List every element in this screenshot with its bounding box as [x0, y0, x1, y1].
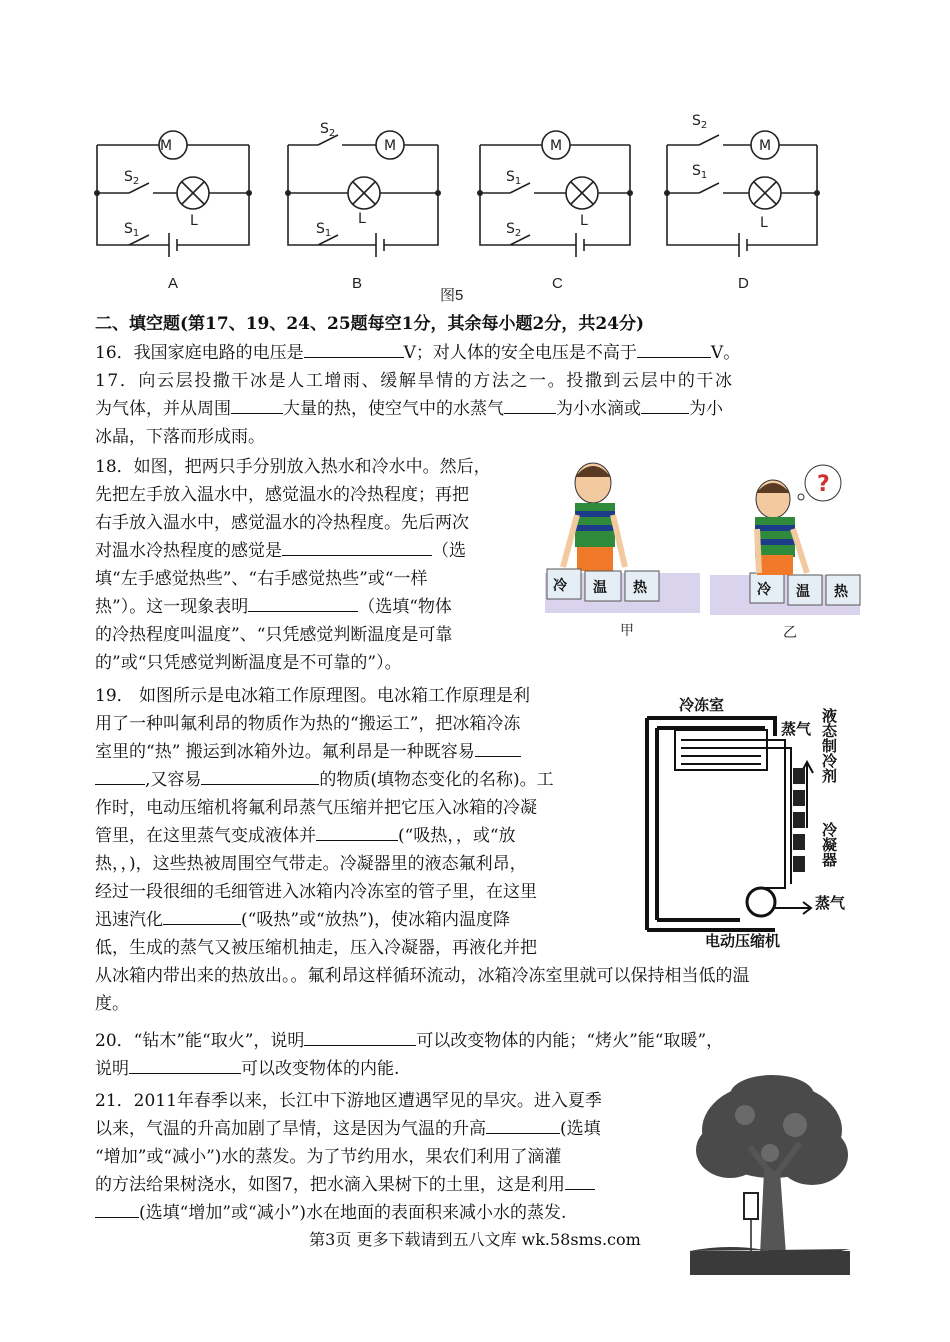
switch-s2-a: $S_2$ [124, 169, 140, 187]
q19-line-7: 热，，)，这些热被周围空气带走。冷凝器里的液态氟利昂， [95, 854, 527, 874]
fridge-label-compressor: 电动压缩机 [705, 932, 781, 950]
circuit-d [667, 131, 817, 257]
q18-blank-1[interactable] [282, 537, 432, 556]
motor-label-c: M [549, 138, 563, 154]
switch-s2-d: $S_2$ [692, 113, 708, 131]
q18-line-7: 的冷热程度叫温度”、“只凭感觉判断温度是可靠 [95, 625, 453, 645]
q18-cold-yi: 冷 [757, 582, 771, 598]
q19-line-3 [95, 738, 620, 766]
q19-line-2: 用了一种叫氟利昂的物质作为热的“搬运工”，把冰箱冷冻 [95, 714, 521, 734]
q17-line-2 [95, 395, 865, 423]
section-2-title: 二、填空题(第17、19、24、25题每空1分，其余每小题2分，共24分) [95, 314, 645, 334]
circuit-label-c: C [552, 275, 563, 292]
q17-line-1: 17．向云层投撒干冰是人工增雨、缓解旱情的方法之一。投撒到云层中的干冰 [95, 371, 734, 391]
q17-text-2: 大量的热，使空气中的水蒸气 [283, 399, 504, 419]
q19-blank-1b[interactable] [95, 766, 145, 785]
q19-text-5: (“吸热，，或“放 [398, 826, 516, 846]
fridge-label-liquid: 液态制冷剂 [820, 708, 838, 783]
q17-text-1: 为气体，并从周围 [95, 399, 231, 419]
q17-blank-3[interactable] [641, 395, 689, 414]
q17-text-3: 为小水滴或 [556, 399, 641, 419]
q18-text-2: （选 [432, 541, 466, 561]
motor-label-d: M [758, 138, 772, 154]
q21-line-1: 21．2011年春季以来，长江中下游地区遭遇罕见的旱灾。进入夏季 [95, 1091, 602, 1111]
q16-blank-1[interactable] [304, 339, 404, 358]
q18-text-1: 对温水冷热程度的感觉是 [95, 541, 282, 561]
figure-5-caption: 图5 [440, 287, 464, 304]
q18-line-5: 填“左手感觉热些”、“右手感觉热些”或“一样 [95, 569, 428, 589]
q20-line-1 [95, 1027, 865, 1055]
q18-question-mark: ? [817, 472, 830, 497]
q19-text-2: ,又容易 [145, 770, 202, 790]
motor-label-b: M [383, 138, 397, 154]
q21-line-3: “增加”或“减小”)水的蒸发。为了节约用水，果农们利用了滴灌 [95, 1147, 562, 1167]
q18-hot-jia: 热 [633, 580, 647, 596]
q20-text-3: 说明 [95, 1059, 129, 1079]
q19-text-6: 迅速汽化 [95, 910, 163, 930]
q19-line-6 [95, 822, 620, 850]
q18-line-4 [95, 537, 555, 565]
switch-s2-c: $S_2$ [506, 221, 522, 239]
q17-blank-1[interactable] [231, 395, 283, 414]
q18-line-3: 右手放入温水中，感觉温水的冷热程度。先后两次 [95, 513, 469, 533]
switch-s1-b: $S_1$ [316, 221, 332, 239]
q21-blank-2a[interactable] [565, 1171, 595, 1190]
q19-line-4 [95, 766, 620, 794]
q19-line-9 [95, 906, 620, 934]
fridge-label-steam-bottom: 蒸气 [815, 894, 846, 912]
circuit-label-d: D [738, 275, 749, 292]
q20-text-2: 可以改变物体的内能；“烤火”能“取暖”， [416, 1031, 724, 1051]
fridge-illustration [635, 688, 860, 950]
q18-caption-jia: 甲 [620, 623, 634, 639]
q19-line-10: 低，生成的蒸气又被压缩机抽走，压入冷凝器，再液化并把 [95, 938, 537, 958]
page-footer: 第3页 更多下载请到五八文库 wk.58sms.com [309, 1230, 641, 1249]
q16-blank-2[interactable] [637, 339, 711, 358]
switch-s2-b: $S_2$ [320, 121, 336, 139]
q18-line-2: 先把左手放入温水中，感觉温水的冷热程度；再把 [95, 485, 469, 505]
lamp-label-a: L [190, 213, 198, 229]
q20-text-4: 可以改变物体的内能. [241, 1059, 400, 1079]
q19-line-1: 19． 如图所示是电冰箱工作原理图。电冰箱工作原理是利 [95, 686, 531, 706]
q21-line-4 [95, 1171, 675, 1199]
circuit-label-a: A [168, 275, 179, 292]
q18-line-8: 的”或“只凭感觉判断温度是不可靠的”）。 [95, 653, 402, 673]
boy-yi [755, 465, 841, 575]
q18-hot-yi: 热 [834, 584, 848, 600]
motor-label-a: M [159, 138, 173, 154]
q21-line-5 [95, 1199, 675, 1227]
q18-warm-yi: 温 [796, 584, 810, 600]
q20-text-1: 20．“钻木”能“取火”，说明 [95, 1031, 305, 1051]
circuit-label-b: B [352, 275, 363, 292]
q19-text-7: (“吸热”或“放热”)，使冰箱内温度降 [241, 910, 511, 930]
q20-blank-2[interactable] [129, 1055, 241, 1074]
switch-s1-c: $S_1$ [506, 169, 522, 187]
q19-text-4: 管里，在这里蒸气变成液体并 [95, 826, 316, 846]
fridge-label-freezer: 冷冻室 [679, 696, 725, 714]
q18-warm-jia: 温 [593, 580, 607, 596]
fridge-label-steam-top: 蒸气 [781, 720, 812, 738]
fridge-label-condenser: 冷凝器 [820, 822, 838, 867]
q19-blank-1a[interactable] [475, 738, 521, 757]
question-16 [95, 339, 865, 367]
q19-line-5: 作时，电动压缩机将氟利昂蒸气压缩并把它压入冰箱的冷凝 [95, 798, 537, 818]
q21-text-3: 的方法给果树浇水，如图7，把水滴入果树下的土里，这是利用 [95, 1175, 565, 1195]
q18-blank-2[interactable] [248, 593, 358, 612]
q19-blank-2[interactable] [201, 766, 319, 785]
q18-figure [545, 455, 865, 645]
circuit-b [288, 131, 438, 257]
q16-text-1: 16．我国家庭电路的电压是 [95, 343, 304, 363]
q20-blank-1[interactable] [304, 1027, 416, 1046]
q21-text-1: 以来，气温的升高加剧了旱情，这是因为气温的升高 [95, 1119, 486, 1139]
q18-cold-jia: 冷 [553, 578, 567, 594]
q21-line-2 [95, 1115, 675, 1143]
q19-blank-4[interactable] [163, 906, 241, 925]
q16-text-3: V。 [710, 343, 741, 363]
boy-jia [563, 463, 625, 571]
q19-line-11: 从冰箱内带出来的热放出。。氟利昂这样循环流动，冰箱冷冻室里就可以保持相当低的温 [95, 966, 750, 986]
q18-line-6 [95, 593, 555, 621]
q19-line-8: 经过一段很细的毛细管进入冰箱内冷冻室的管子里，在这里 [95, 882, 537, 902]
q19-text-1: 室里的“热” 搬运到冰箱外边。氟利昂是一种既容易 [95, 742, 475, 762]
q21-text-4: (选填“增加”或“减小”)水在地面的表面积来减小水的蒸发. [139, 1203, 567, 1223]
fridge-diagram [635, 688, 860, 950]
q18-text-3: 热”）。这一现象表明 [95, 597, 249, 617]
q18-text-4: （选填“物体 [358, 597, 452, 617]
lamp-label-b: L [358, 211, 366, 227]
circuit-diagrams [80, 105, 850, 305]
figure-5 [80, 105, 850, 305]
q21-blank-2b[interactable] [95, 1199, 139, 1218]
q21-blank-1[interactable] [486, 1115, 560, 1134]
circuit-a [97, 131, 249, 257]
lamp-label-d: L [760, 215, 768, 231]
q21-text-2: (选填 [560, 1119, 601, 1139]
q16-text-2: V；对人体的安全电压是不高于 [403, 343, 637, 363]
lamp-label-c: L [580, 213, 588, 229]
q17-text-4: 为小 [689, 399, 723, 419]
q17-blank-2[interactable] [504, 395, 556, 414]
q18-caption-yi: 乙 [783, 625, 797, 641]
switch-s1-a: $S_1$ [124, 221, 140, 239]
q19-line-12: 度。 [95, 994, 129, 1014]
q17-line-3: 冰晶，下落而形成雨。 [95, 427, 265, 447]
q18-line-1: 18．如图，把两只手分别放入热水和冷水中。然后， [95, 457, 491, 477]
q18-illustration [545, 455, 865, 645]
q19-blank-3[interactable] [316, 822, 398, 841]
q19-text-3: 的物质(填物态变化的名称)。工 [319, 770, 554, 790]
switch-s1-d: $S_1$ [692, 163, 708, 181]
